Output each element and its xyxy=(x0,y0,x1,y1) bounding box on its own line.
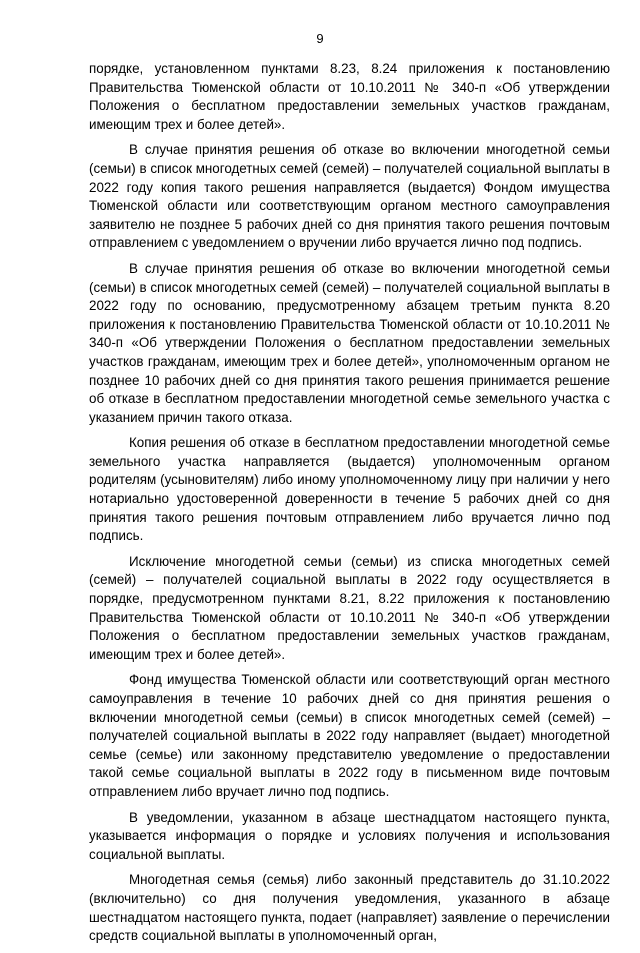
paragraph-notice-content: В уведомлении, указанном в абзаце шестнадцатом настоящего пункта, указывается информация о порядке и условиях получения и использования социальной выплаты. xyxy=(89,809,610,862)
paragraph-fund-notice: Фонд имущества Тюменской области или соответствующий орган местного самоуправления в течение 10 рабочих дней со дня принятия решения о включении многодетной семьи (семьи) в список многодетных семей (семей) – получателей социальной выплаты в 2022 году направляет (выдает) многодетной семье (семье) или законному представителю уведомление о предоставлении такой семье социальной выплаты в 2022 году в письменном виде почтовым отправлением либо вручает лично под подпись. xyxy=(89,672,610,799)
paragraph-refusal-notice: В случае принятия решения об отказе во включении многодетной семьи (семьи) в список многодетных семей (семей) – получателей социальной выплаты в 2022 году копия такого решения направляется (выдается) Фондом имущества Тюменской области или соответствующим органом местного самоуправления заявителю не позднее 5 рабочих дней со дня принятия такого решения почтовым отправлением с уведомлением о вручении либо вручается лично под подпись. xyxy=(89,142,610,251)
paragraph-exclusion: Исключение многодетной семьи (семьи) из списка многодетных семей (семей) – получателей социальной выплаты в 2022 году осуществляется в порядке, предусмотренном пунктами 8.21, 8.22 приложения к постановлению Правительства Тюменской области от 10.10.2011 № 340-п «Об утверждении Положения о бесплатном предоставлении земельных участков гражданам, имеющим трех и более детей». xyxy=(89,553,610,662)
paragraph-refusal-copy: Копия решения об отказе в бесплатном предоставлении многодетной семье земельного участка направляется (выдается) уполномоченным органом родителям (усыновителям) либо иному уполномоченному лицу при наличии у него нотариально удостоверенной доверенности в течение 5 рабочих дней со дня принятия такого решения почтовым отправлением либо вручается лично под подпись. xyxy=(89,435,610,544)
document-body xyxy=(89,60,610,953)
paragraph-refusal-land: В случае принятия решения об отказе во включении многодетной семьи (семьи) в список многодетных семей (семей) – получателей социальной выплаты в 2022 году по основанию, предусмотренному абзацем третьим пункта 8.20 приложения к постановлению Правительства Тюменской области от 10.10.2011 № 340-п «Об утверждении Положения о бесплатном предоставлении земельных участков гражданам, имеющим трех и более детей», уполномоченным органом не позднее 10 рабочих дней со дня принятия такого решения принимается решение об отказе в бесплатном предоставлении многодетной семье земельного участка с указанием причин такого отказа. xyxy=(89,260,610,425)
paragraph-continuation: порядке, установленном пунктами 8.23, 8.24 приложения к постановлению Правительства Тюменской области от 10.10.2011 № 340-п «Об утверждении Положения о бесплатном предоставлении земельных участков гражданам, имеющим трех и более детей». xyxy=(89,61,610,132)
paragraph-application: Многодетная семья (семья) либо законный представитель до 31.10.2022 (включительно) со дня получения уведомления, указанного в абзаце шестнадцатом настоящего пункта, подает (направляет) заявление о перечислении средств социальной выплаты в уполномоченный орган, xyxy=(89,872,610,944)
page-number: 9 xyxy=(316,31,324,46)
